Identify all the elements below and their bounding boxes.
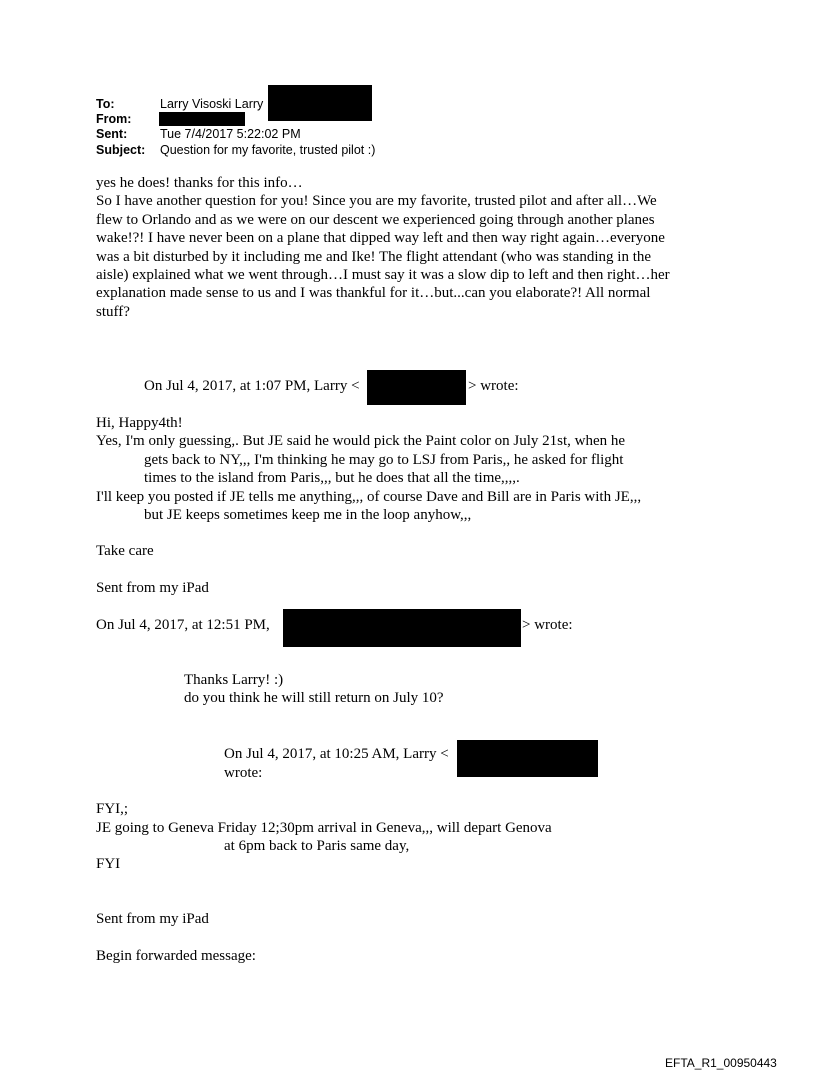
body-line: flew to Orlando and as we were on our descent we experienced going through another planes xyxy=(96,211,655,228)
message-body xyxy=(96,174,716,321)
quote3-fyi: FYI,; xyxy=(96,801,129,817)
bates-number: EFTA_R1_00950443 xyxy=(665,1056,777,1070)
body-line: explanation made sense to us and I was thankful for it…but...can you elaborate?! All normal xyxy=(96,285,651,302)
from-label: From: xyxy=(96,112,132,126)
to-value: Larry Visoski Larry xyxy=(160,97,264,111)
body-line: aisle) explained what we went through…I must say it was a slow dip to left and then right…her xyxy=(96,267,670,284)
quote1-body xyxy=(96,414,716,524)
redaction-quote1 xyxy=(367,370,466,405)
redaction-quote2 xyxy=(283,609,521,647)
redaction-from xyxy=(159,112,245,126)
subject-label: Subject: xyxy=(96,143,146,157)
body-line: was a bit disturbed by it including me and Ike! The flight attendant (who was standing in the xyxy=(96,248,652,265)
body-line: wake!?! I have never been on a plane that dipped way left and then way right again…everyone xyxy=(96,230,665,247)
quote1-header-start: On Jul 4, 2017, at 1:07 PM, Larry < xyxy=(144,378,360,394)
quote3-sent-from: Sent from my iPad xyxy=(96,911,209,927)
quote1-line: but JE keeps sometimes keep me in the loop anyhow,,, xyxy=(144,507,472,524)
to-label: To: xyxy=(96,97,115,111)
quote3-fyi: FYI xyxy=(96,856,121,872)
quote1-sent-from: Sent from my iPad xyxy=(96,580,209,596)
quote2-line: do you think he will still return on July 10? xyxy=(184,690,444,706)
quote1-line: gets back to NY,,, I'm thinking he may go to LSJ from Paris,, he asked for flight xyxy=(144,451,624,468)
body-line: stuff? xyxy=(96,303,130,320)
quote1-line: times to the island from Paris,,, but he does that all the time,,,,. xyxy=(144,470,520,487)
quote1-greeting: Hi, Happy4th! xyxy=(96,415,183,431)
sent-label: Sent: xyxy=(96,127,128,141)
quote3-header-end: wrote: xyxy=(224,765,263,781)
quote1-header-end: > wrote: xyxy=(468,378,519,394)
sent-value: Tue 7/4/2017 5:22:02 PM xyxy=(160,127,301,141)
body-line: So I have another question for you! Since you are my favorite, trusted pilot and after all…We xyxy=(96,193,657,210)
quote3-line: JE going to Geneva Friday 12;30pm arrival in Geneva,,, will depart Genova xyxy=(96,820,552,836)
quote3-line: at 6pm back to Paris same day, xyxy=(224,838,410,854)
quote1-take-care: Take care xyxy=(96,543,154,559)
quote2-header-end: > wrote: xyxy=(522,617,573,633)
forwarded-message-label: Begin forwarded message: xyxy=(96,948,256,964)
redaction-quote3 xyxy=(457,740,598,777)
quote1-line: Yes, I'm only guessing,. But JE said he would pick the Paint color on July 21st, when he xyxy=(96,433,626,450)
quote2-line: Thanks Larry! :) xyxy=(184,672,284,688)
subject-value: Question for my favorite, trusted pilot :) xyxy=(160,143,376,157)
quote2-header-start: On Jul 4, 2017, at 12:51 PM, xyxy=(96,617,270,633)
quote1-line: I'll keep you posted if JE tells me anything,,, of course Dave and Bill are in Paris with JE,,, xyxy=(96,488,642,505)
quote3-header-start: On Jul 4, 2017, at 10:25 AM, Larry < xyxy=(224,746,449,762)
body-line: yes he does! thanks for this info… xyxy=(96,175,303,191)
redaction-to xyxy=(268,85,372,121)
